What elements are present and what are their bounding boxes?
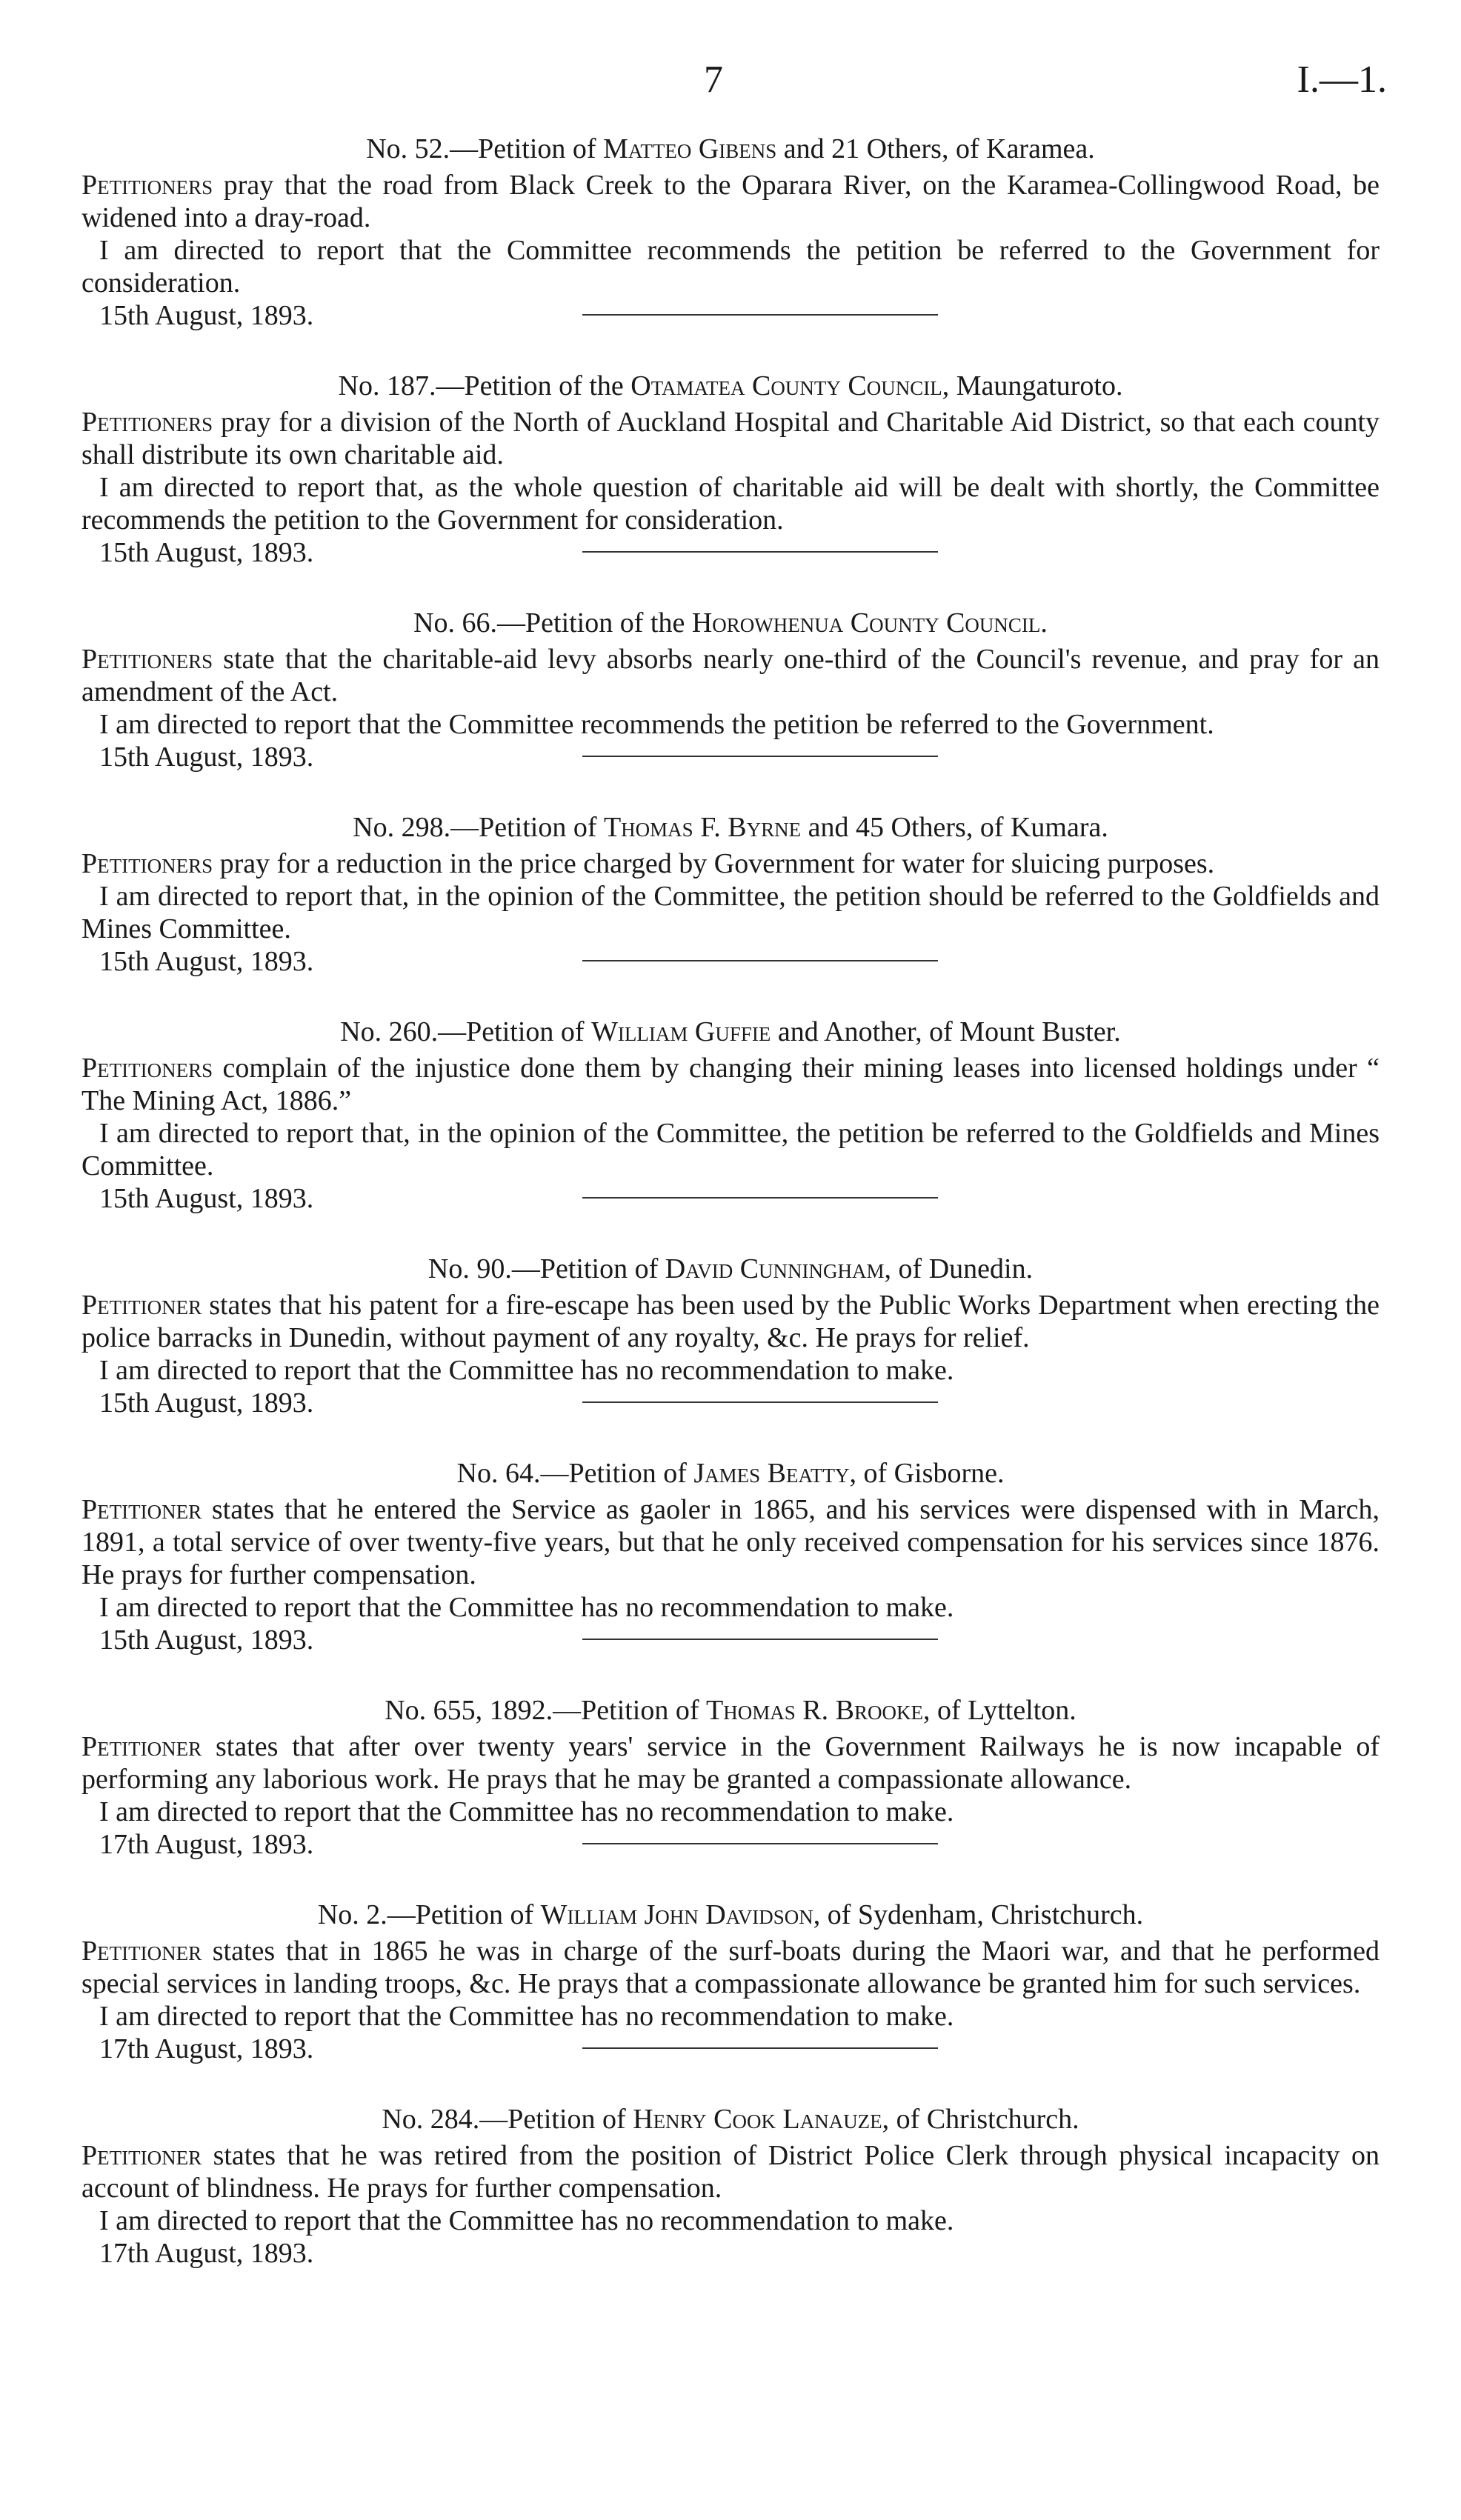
petitioner-name: Henry Cook Lanauze: [633, 2104, 882, 2135]
petition-title: No. 90.—Petition of David Cunningham, of Dunedin.: [427, 1253, 1034, 1284]
petitioner-name: James Beatty: [693, 1458, 850, 1489]
petition-entry: [81, 2102, 1380, 2270]
committee-report: I am directed to report that the Committee has no recommendation to make.: [99, 2001, 954, 2032]
report-date: 15th August, 1893.: [99, 1387, 314, 1419]
petition-body: Petitioner states that in 1865 he was in charge of the surf-boats during the Maori war, and that he performed special services in landing troops, &c. He prays that a compassionate allowance be granted him for such services.: [81, 1936, 1380, 1999]
petitioner-name: Thomas R. Brooke: [706, 1695, 923, 1726]
petition-entry: [81, 606, 1380, 775]
committee-report: I am directed to report that the Committee recommends the petition be referred to the Government for consideration.: [81, 235, 1380, 299]
petition-body: Petitioner states that after over twenty years' service in the Government Railways he is now incapable of performing any laborious work. He prays that he may be granted a compassionate allowance.: [81, 1731, 1380, 1795]
petition-entry: [81, 132, 1380, 333]
petition-body: Petitioners pray for a reduction in the price charged by Government for water for sluicing purposes.: [81, 848, 1215, 879]
petition-title: No. 655, 1892.—Petition of Thomas R. Brooke, of Lyttelton.: [385, 1695, 1076, 1726]
petitioner-name: Thomas F. Byrne: [603, 812, 802, 843]
report-date: 17th August, 1893.: [99, 2238, 314, 2269]
petition-title: No. 284.—Petition of Henry Cook Lanauze, of Christchurch.: [382, 2104, 1079, 2135]
petition-body: Petitioner states that he entered the Service as gaoler in 1865, and his services were dispensed with in March, 1891, a total service of over twenty-five years, but that he only received compensation for his services since 1876. He prays for further compensation.: [81, 1494, 1380, 1590]
report-date: 15th August, 1893.: [99, 741, 314, 773]
petition-body: Petitioner states that he was retired from the position of District Police Clerk through physical incapacity on account of blindness. He prays for further compensation.: [81, 2140, 1380, 2204]
petition-body: Petitioner states that his patent for a fire-escape has been used by the Public Works Department when erecting the police barracks in Dunedin, without payment of any royalty, &c. He prays for relief.: [81, 1290, 1380, 1353]
section-divider: [582, 960, 938, 961]
committee-report: I am directed to report that the Committee has no recommendation to make.: [99, 1355, 954, 1386]
petitioner-name: David Cunningham: [665, 1253, 885, 1284]
report-date: 15th August, 1893.: [99, 537, 314, 568]
petition-title: No. 260.—Petition of William Guffie and Another, of Mount Buster.: [340, 1016, 1121, 1047]
section-divider: [582, 1197, 938, 1199]
petition-body: Petitioners complain of the injustice done them by changing their mining leases into licensed holdings under “ The Mining Act, 1886.”: [81, 1053, 1380, 1116]
petitioner-name: Otamatea County Council: [630, 370, 942, 401]
committee-report: I am directed to report that the Committee recommends the petition be referred to the Government.: [99, 709, 1214, 740]
petitioner-name: William Guffie: [591, 1016, 771, 1047]
report-date: 15th August, 1893.: [99, 946, 314, 977]
page-header: [0, 58, 1461, 102]
petition-entry: [81, 1252, 1380, 1421]
committee-report: I am directed to report that, in the opinion of the Committee, the petition be referred to the Goldfields and Mines Committee.: [81, 1118, 1380, 1181]
petition-body: Petitioners state that the charitable-aid levy absorbs nearly one-third of the Council's revenue, and pray for an amendment of the Act.: [81, 644, 1380, 707]
petition-title: No. 64.—Petition of James Beatty, of Gisborne.: [456, 1458, 1005, 1489]
petition-body: Petitioners pray that the road from Black Creek to the Oparara River, on the Karamea-Collingwood Road, be widened into a dray-road.: [81, 170, 1380, 233]
section-divider: [582, 314, 938, 316]
petition-body: Petitioners pray for a division of the North of Auckland Hospital and Charitable Aid District, so that each county shall distribute its own charitable aid.: [81, 407, 1380, 470]
report-date: 15th August, 1893.: [99, 300, 314, 331]
document-reference: I.—1.: [1297, 59, 1387, 101]
report-date: 17th August, 1893.: [99, 1829, 314, 1860]
petitioner-name: Horowhenua County Council: [691, 607, 1041, 639]
page-number: 7: [704, 59, 723, 101]
section-divider: [582, 551, 938, 553]
report-date: 17th August, 1893.: [99, 2033, 314, 2064]
section-divider: [582, 756, 938, 757]
committee-report: I am directed to report that the Committee has no recommendation to make.: [99, 1592, 954, 1623]
section-divider: [582, 1843, 938, 1844]
committee-report: I am directed to report that the Committee has no recommendation to make.: [99, 2205, 954, 2236]
petition-entry: [81, 1693, 1380, 1862]
petition-entry: [81, 1456, 1380, 1658]
petition-entry: [81, 1898, 1380, 2067]
committee-report: I am directed to report that the Committee has no recommendation to make.: [99, 1796, 954, 1827]
petition-title: No. 187.—Petition of the Otamatea County Council, Maungaturoto.: [338, 370, 1123, 401]
petition-title: No. 66.—Petition of the Horowhenua County Council.: [413, 607, 1048, 639]
report-date: 15th August, 1893.: [99, 1624, 314, 1656]
petition-list: [81, 132, 1380, 2270]
petitioner-name: Matteo Gibens: [603, 133, 777, 164]
report-date: 15th August, 1893.: [99, 1183, 314, 1214]
petition-entry: [81, 369, 1380, 570]
section-divider: [582, 1639, 938, 1640]
committee-report: I am directed to report that, in the opinion of the Committee, the petition should be referred to the Goldfields and Mines Committee.: [81, 881, 1380, 944]
petition-title: No. 52.—Petition of Matteo Gibens and 21 Others, of Karamea.: [366, 133, 1095, 164]
committee-report: I am directed to report that, as the whole question of charitable aid will be dealt with shortly, the Committee recommends the petition to the Government for consideration.: [81, 472, 1380, 536]
petitioner-name: William John Davidson: [540, 1899, 813, 1930]
petition-title: No. 2.—Petition of William John Davidson, of Sydenham, Christchurch.: [317, 1899, 1144, 1930]
section-divider: [582, 1401, 938, 1403]
section-divider: [582, 2047, 938, 2049]
petition-entry: [81, 810, 1380, 979]
petition-entry: [81, 1015, 1380, 1216]
petition-title: No. 298.—Petition of Thomas F. Byrne and 45 Others, of Kumara.: [353, 812, 1108, 843]
